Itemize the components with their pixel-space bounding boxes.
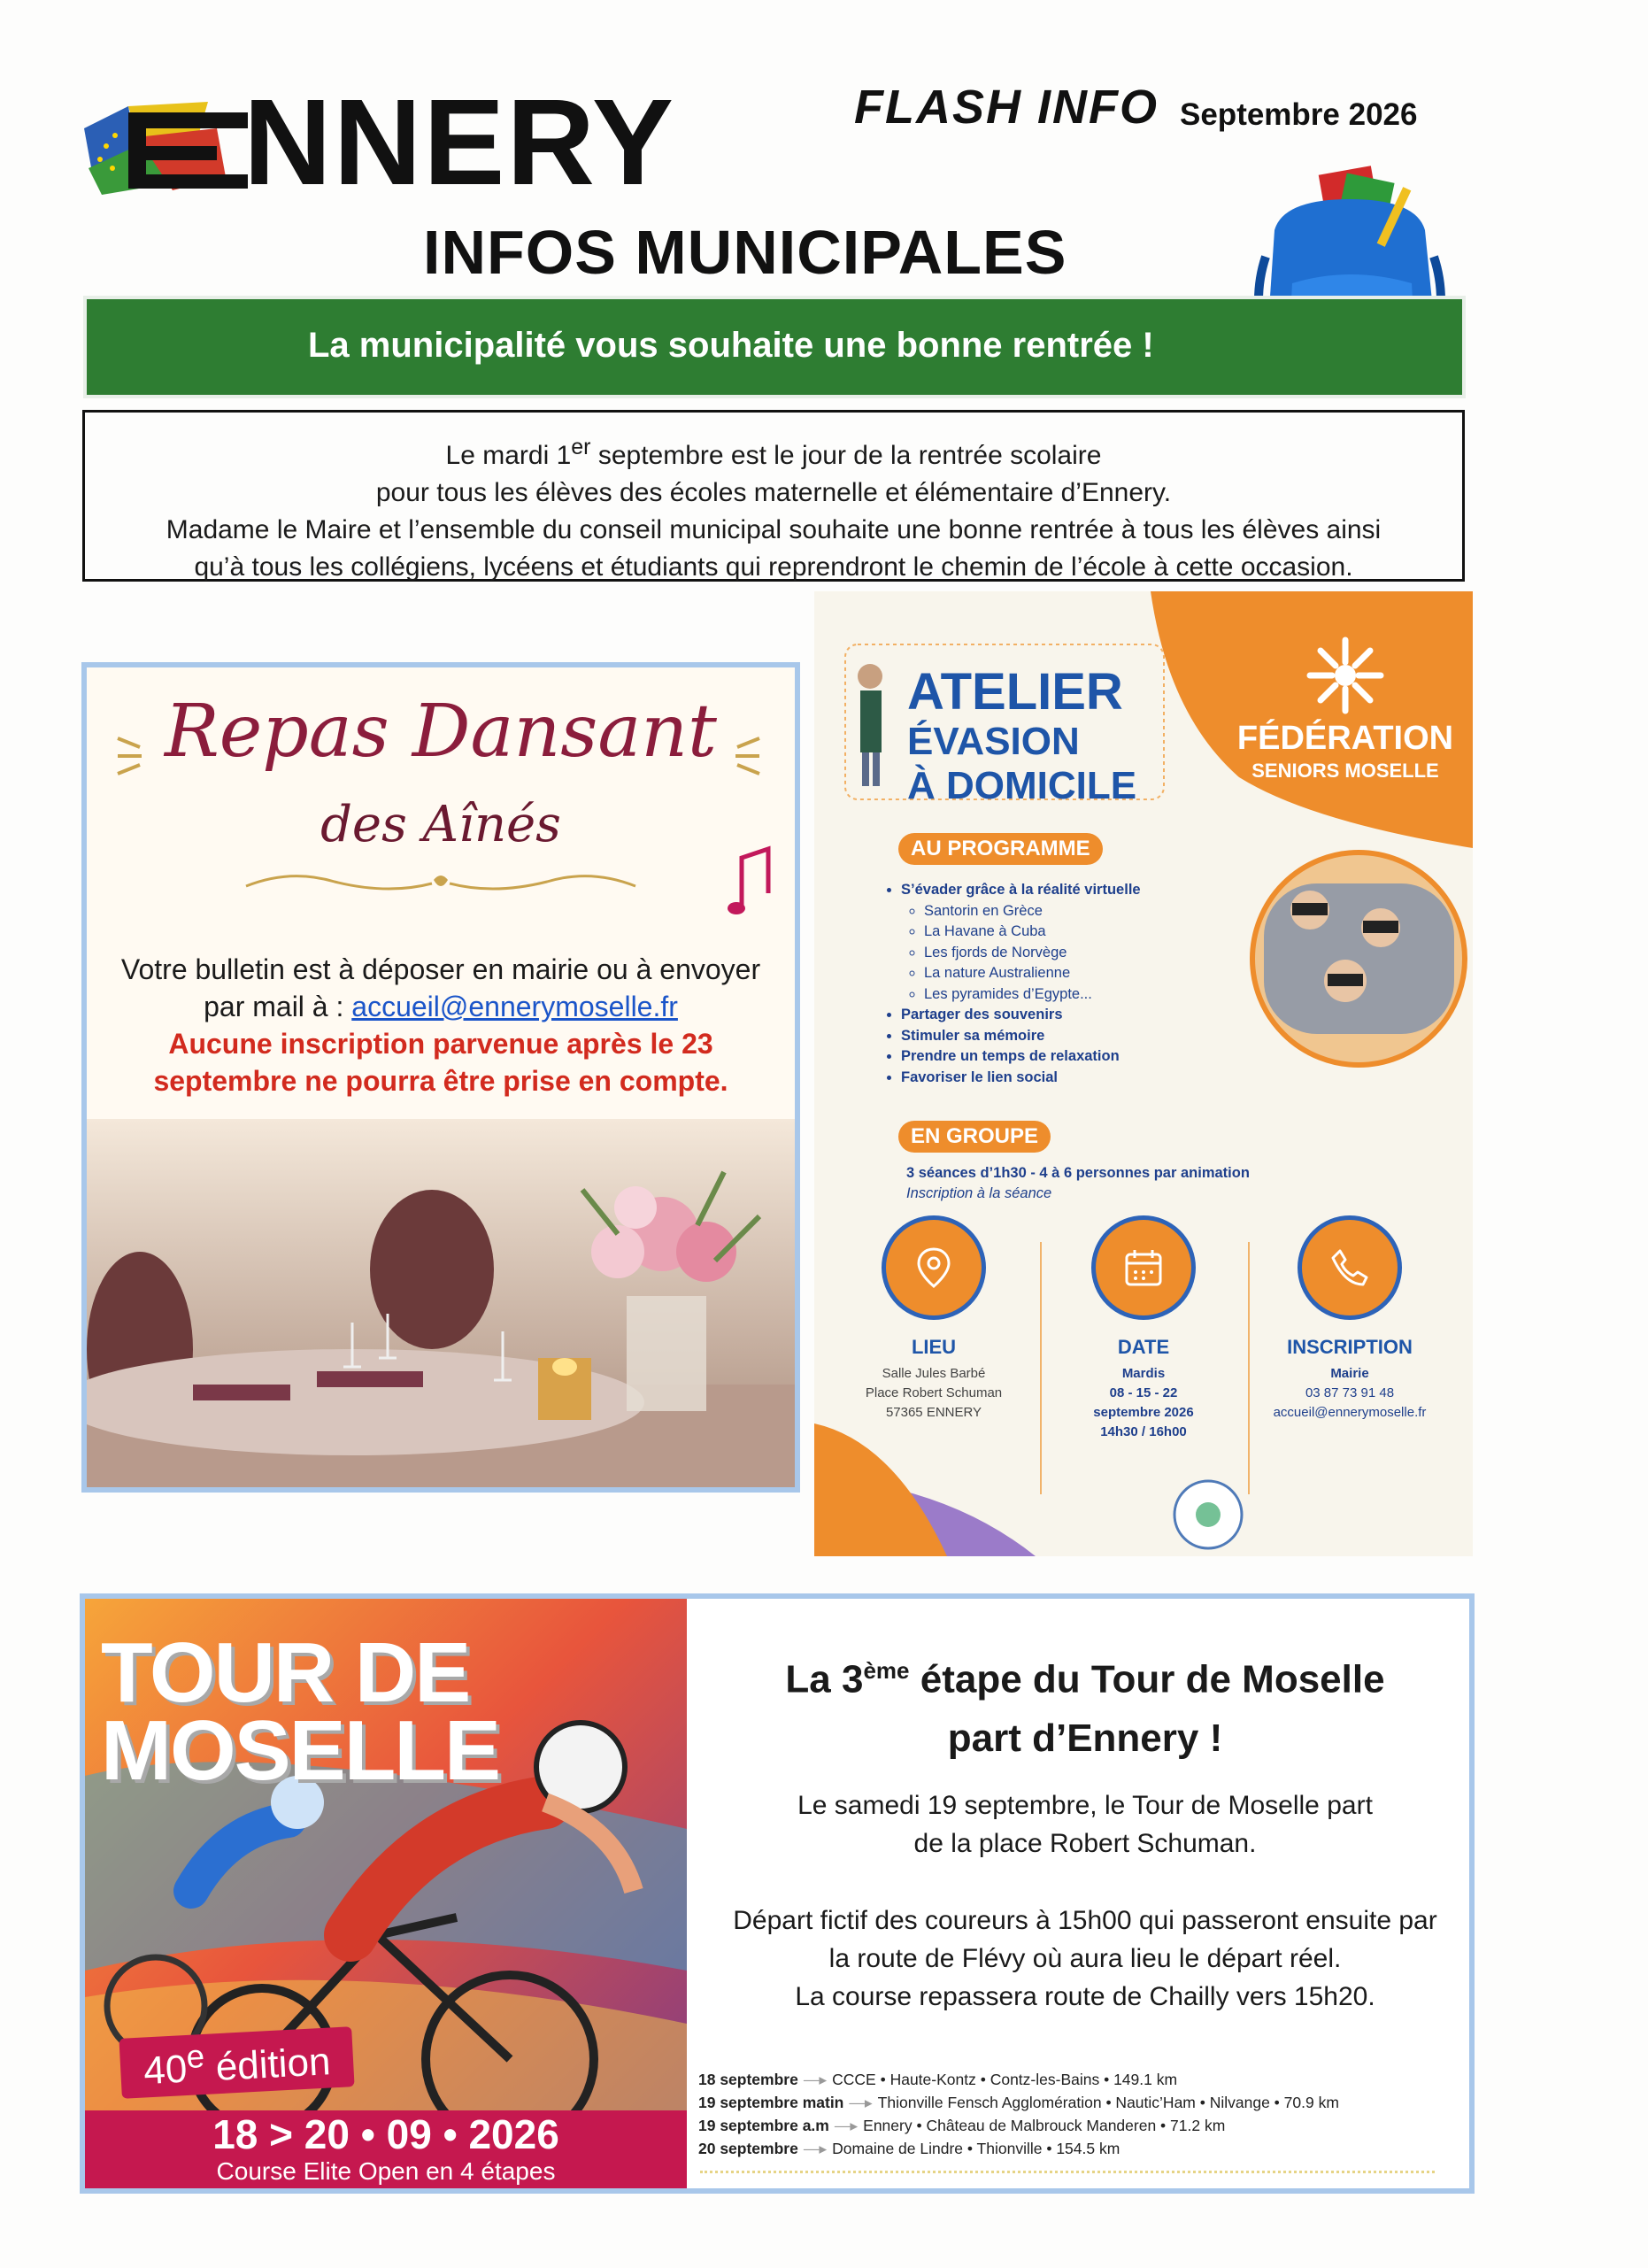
tour-p2-line: La course repassera route de Chailly vers 15h20. [795,1982,1375,2011]
tour-paragraph-1 [705,1786,1466,1863]
destination-item: ◦ Les fjords de Norvège [924,943,1141,964]
group-sessions: 3 séances d’1h30 - 4 à 6 personnes par animation [906,1165,1250,1181]
stage-row [698,2137,1339,2160]
arrow-right-icon: —▸ [834,2117,859,2134]
tour-de-moselle-card [80,1593,1475,2194]
stage-row [698,2114,1339,2137]
tour-p2-line: Départ fictif des coureurs à 15h00 qui passeront ensuite par [733,1906,1437,1935]
stage-day: 19 septembre a.m [698,2117,829,2134]
tour-heading-start: La 3 [785,1657,864,1701]
arrow-right-icon: —▸ [803,2071,828,2088]
notice-line-4: qu’à tous les collégiens, lycéens et étudiants qui reprendront le chemin de l’école à cette occasion. [194,552,1353,582]
edition-suffix: e [185,2037,205,2075]
notice-line-3: Madame le Maire et l’ensemble du conseil municipal souhaite une bonne rentrée à tous les élèves ainsi [166,515,1382,544]
inscription-email[interactable]: accueil@ennerymoselle.fr [1273,1405,1427,1420]
federation-subtitle: SENIORS MOSELLE [1251,760,1439,782]
arrow-right-icon: —▸ [803,2140,828,2157]
repas-dansant-card [81,662,800,1493]
lieu-column [832,1215,1036,1423]
arrow-right-icon: —▸ [849,2094,873,2111]
atelier-evasion-flyer [814,591,1473,1556]
music-note-icon [724,845,777,924]
destination-item: ◦ La nature Australienne [924,963,1141,984]
ordinal-suffix: er [571,435,591,459]
venue-city: 57365 ENNERY [885,1405,982,1420]
tour-heading [705,1641,1466,1768]
lieu-title: LIEU [911,1336,957,1358]
destination-item: ◦ Santorin en Grèce [924,901,1141,922]
calendar-icon [1091,1215,1196,1320]
repas-text [87,951,795,1099]
tour-heading-line-2: part d’Ennery ! [947,1716,1223,1760]
edition-badge [119,2026,354,2098]
email-link[interactable]: accueil@ennerymoselle.fr [351,991,678,1022]
welcome-banner [87,299,1462,395]
stage-day: 19 septembre matin [698,2094,844,2111]
ornament-divider-icon [237,864,644,899]
date-day: Mardis [1121,1366,1166,1381]
phone-icon [1298,1215,1402,1320]
issue-date: Septembre 2026 [1180,97,1418,132]
ennery-logo [75,74,748,211]
tour-poster [85,1599,687,2188]
destination-item: ◦ Les pyramides d’Egypte... [924,984,1141,1006]
stage-route: Thionville Fensch Agglomération • Nautic’Ham • Nilvange • 70.9 km [877,2094,1339,2111]
tour-paragraph-2 [705,1902,1466,2016]
repas-mail-line [87,988,795,1025]
date-details [1042,1364,1245,1442]
stage-day: 20 septembre [698,2140,798,2157]
repas-instruction: Votre bulletin est à déposer en mairie ou à envoyer [120,953,761,985]
flash-info-label: FLASH INFO [854,81,1159,134]
destination-list [901,901,1141,1006]
logo-text: NNERY [243,74,675,211]
inscription-title: INSCRIPTION [1287,1336,1413,1358]
notice-line-2: pour tous les élèves des écoles maternelle et élémentaire d’Ennery. [375,478,1172,507]
date-month: septembre 2026 [1093,1405,1194,1420]
programme-list [885,880,1141,1088]
date-time: 14h30 / 16h00 [1100,1424,1187,1439]
poster-dates: 18 > 20 • 09 • 2026 [212,2111,559,2157]
atelier-title-line-2: ÉVASION [907,720,1080,763]
programme-item: • Favoriser le lien social [901,1068,1141,1089]
tour-p1-line: Le samedi 19 septembre, le Tour de Moselle part [797,1791,1373,1820]
inscription-column [1248,1215,1452,1423]
stage-route: CCCE • Haute-Kontz • Contz-les-Bains • 149.1 km [832,2071,1178,2088]
inscription-place: Mairie [1330,1366,1369,1381]
poster-title-line-2: MOSELLE [101,1703,500,1798]
group-registration-note: Inscription à la séance [906,1185,1052,1201]
phone-number[interactable]: 03 87 73 91 48 [1305,1385,1395,1400]
edition-number: 40 [142,2047,189,2094]
programme-item [901,880,1141,1005]
tour-heading-end: étape du Tour de Moselle [909,1657,1385,1701]
poster-title [101,1625,500,1798]
date-title: DATE [1117,1336,1170,1358]
dining-table-photo [87,1119,795,1487]
programme-item-text: S’évader grâce à la réalité virtuelle [901,882,1141,898]
poster-subtitle: Course Elite Open en 4 étapes [216,2157,556,2185]
programme-item: • Prendre un temps de relaxation [901,1046,1141,1068]
lieu-details [832,1364,1036,1423]
rentree-notice [82,410,1465,582]
deadline-warning-2: septembre ne pourra être prise en compte. [153,1065,728,1097]
stage-route: Ennery • Château de Malbrouck Manderen • 71.2 km [863,2117,1226,2134]
inscription-details [1248,1364,1452,1423]
dotted-divider [700,2171,1435,2173]
date-days: 08 - 15 - 22 [1109,1385,1178,1400]
destination-item: ◦ La Havane à Cuba [924,922,1141,943]
atelier-title-line-3: À DOMICILE [907,764,1137,807]
notice-line-1-end: septembre est le jour de la rentrée scolaire [590,441,1102,470]
ennery-logo-mark [75,93,261,199]
banner-text: La municipalité vous souhaite une bonne rentrée ! [308,326,1154,365]
tour-p2-line: la route de Flévy où aura lieu le départ réel. [828,1944,1342,1973]
stage-row [698,2091,1339,2114]
federation-name: FÉDÉRATION [1236,720,1454,757]
stage-day: 18 septembre [698,2071,798,2088]
group-details [906,1163,1250,1204]
edition-word: édition [204,2040,332,2090]
venue-street: Place Robert Schuman [865,1385,1003,1400]
programme-item: • Stimuler sa mémoire [901,1026,1141,1047]
location-pin-icon [882,1215,986,1320]
venue-name: Salle Jules Barbé [882,1366,986,1381]
date-column [1042,1215,1245,1442]
programme-label: AU PROGRAMME [898,833,1103,865]
tour-p1-line: de la place Robert Schuman. [913,1829,1257,1858]
ordinal-suffix: ème [863,1657,910,1684]
notice-line-1-start: Le mardi 1 [445,441,572,470]
notice-line-1 [85,428,1462,474]
stage-row [698,2068,1339,2091]
poster-dates-band [85,2110,687,2188]
stages-list [698,2068,1339,2160]
programme-item: • Partager des souvenirs [901,1005,1141,1026]
group-label: EN GROUPE [898,1121,1051,1153]
repas-title: Repas Dansant [165,690,717,774]
repas-mail-prefix: par mail à : [204,991,352,1022]
tour-heading-line-1 [705,1641,1466,1709]
stage-route: Domaine de Lindre • Thionville • 154.5 km [832,2140,1120,2157]
repas-subtitle: des Aînés [320,796,561,853]
page-title: INFOS MUNICIPALES [423,218,1067,287]
atelier-title: ATELIER [907,663,1123,721]
deadline-warning-1: Aucune inscription parvenue après le 23 [168,1028,713,1060]
poster-title-line-1: TOUR DE [101,1625,470,1720]
